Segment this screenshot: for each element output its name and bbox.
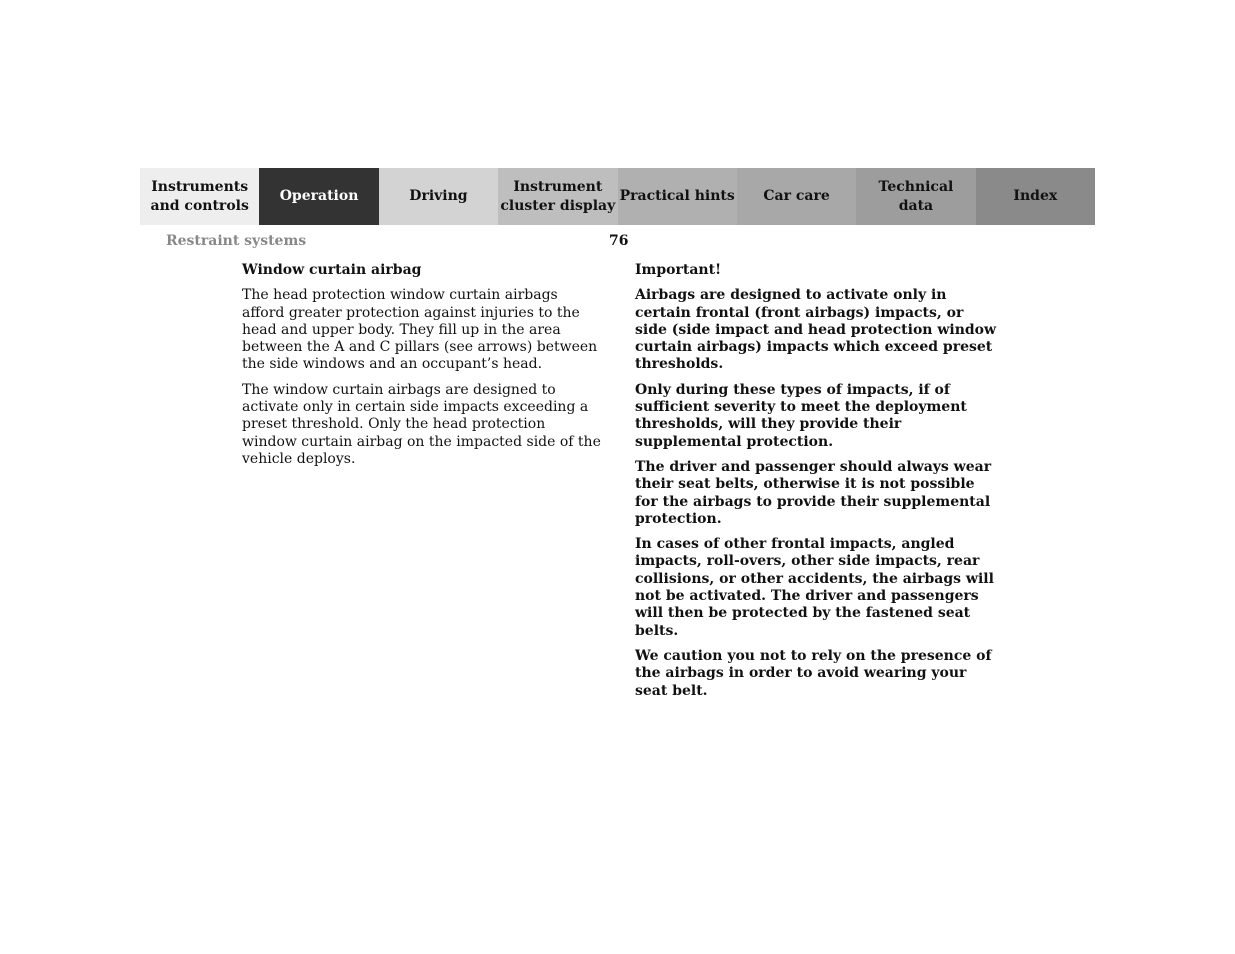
warning-paragraph: The driver and passenger should always wear their seat belts, otherwise it is not possible for the airbags to provide their supplemental protection. — [635, 458, 992, 527]
body-paragraph: The head protection window curtain airbags afford greater protection against injuries to the head and upper body. They fill up in the area between the A and C pillars (see arrows) between the side windows and an occupant’s head. — [242, 287, 598, 373]
body-paragraph: The window curtain airbags are designed to activate only in certain side impacts exceeding a preset threshold. Only the head protection window curtain airbag on the impacted side of the vehicle deploys. — [242, 381, 601, 467]
page-number: 76 — [609, 233, 629, 249]
tab-instruments-and-controls[interactable]: Instruments and controls — [140, 168, 259, 225]
tab-index[interactable]: Index — [976, 168, 1095, 225]
tab-driving[interactable]: Driving — [379, 168, 498, 225]
important-heading: Important! — [635, 262, 722, 278]
section-title: Restraint systems — [166, 233, 307, 249]
tab-practical-hints[interactable]: Practical hints — [618, 168, 737, 225]
tab-operation[interactable]: Operation — [259, 168, 378, 225]
warning-paragraph: Only during these types of impacts, if of sufficient severity to meet the deployment thresholds, will they provide their supplemental protection. — [635, 381, 967, 450]
warning-paragraph: In cases of other frontal impacts, angled impacts, roll-overs, other side impacts, rear collisions, or other accidents, the airbags will not be activated. The driver and passengers will then be protected by the fastened seat belts. — [635, 536, 994, 639]
warning-paragraph: Airbags are designed to activate only in certain frontal (front airbags) impacts, or side (side impact and head protection window curtain airbags) impacts which exceed preset thresholds. — [635, 287, 997, 373]
tab-instrument-cluster-display[interactable]: Instrument cluster display — [498, 168, 617, 225]
tab-technical-data[interactable]: Technical data — [856, 168, 975, 225]
tab-car-care[interactable]: Car care — [737, 168, 856, 225]
right-column — [635, 262, 997, 708]
chapter-navigation — [140, 168, 1095, 225]
window-curtain-airbag-heading: Window curtain airbag — [242, 262, 422, 278]
warning-paragraph: We caution you not to rely on the presence of the airbags in order to avoid wearing your seat belt. — [635, 647, 992, 699]
left-column — [242, 262, 604, 476]
